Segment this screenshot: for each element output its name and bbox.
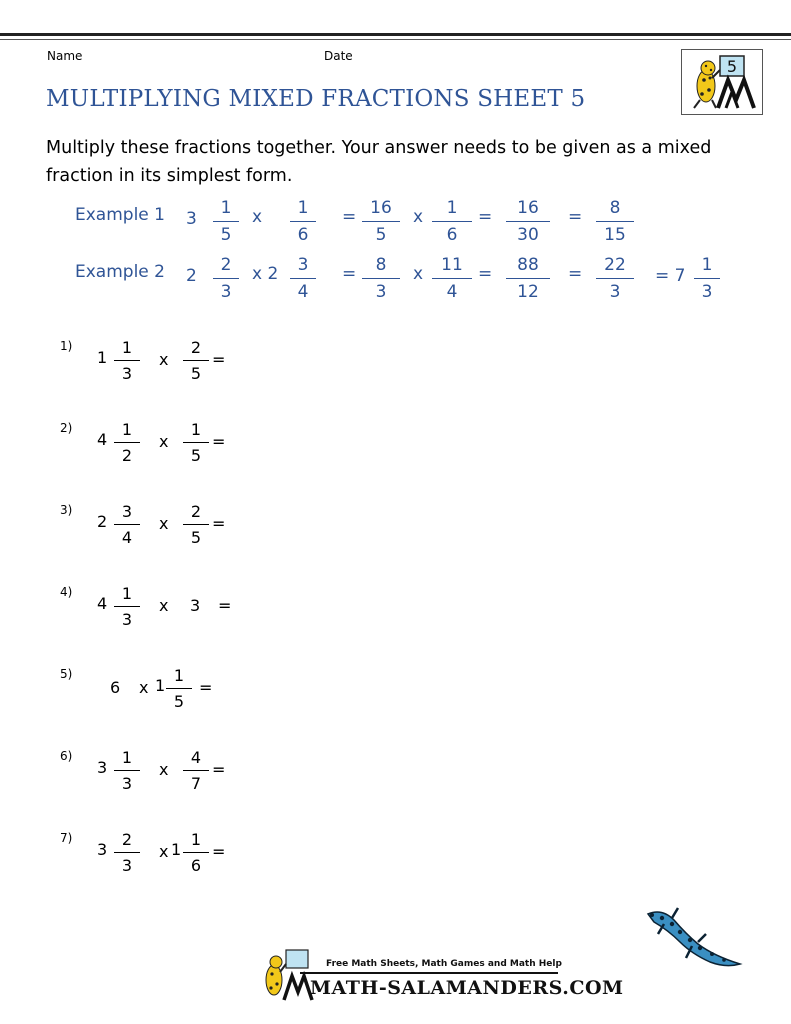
question-whole-1: 4: [97, 594, 108, 613]
question-fraction-2: [183, 750, 209, 792]
example-equals-3: =: [568, 264, 583, 284]
question-number: 5): [60, 667, 73, 681]
question-fraction-1: [114, 586, 140, 628]
salamander-logo-icon: [682, 50, 762, 114]
question-fraction-1: [114, 422, 140, 464]
question-fraction-2: [183, 340, 209, 382]
example-fraction-2-numerator: 3: [297, 255, 309, 275]
example-fraction-4-denominator: 4: [446, 282, 458, 302]
question-equals: =: [212, 432, 226, 451]
example-fraction-5: [506, 257, 550, 301]
salamander-icon: [640, 904, 750, 976]
question-whole-2: 1: [155, 676, 166, 695]
name-label: Name: [47, 49, 83, 63]
question-fraction-2: [183, 422, 209, 464]
question-fraction-1-denominator: 4: [121, 528, 133, 547]
question-operator: x: [159, 760, 169, 779]
page-title: MULTIPLYING MIXED FRACTIONS SHEET 5: [46, 86, 586, 112]
question-row: [0, 830, 791, 890]
question-fraction-2-numerator: 2: [190, 502, 202, 521]
example-fraction-3: [362, 257, 400, 301]
question-fraction-2-numerator: 1: [173, 666, 185, 685]
instructions: Multiply these fractions together. Your answer needs to be given as a mixed fraction in its simplest form.: [46, 138, 712, 186]
example-fraction-2: [290, 200, 316, 244]
example-fraction-1: [213, 200, 239, 244]
question-fraction-1: [114, 750, 140, 792]
example-fraction-3-denominator: 5: [375, 225, 387, 245]
question-fraction-2: [183, 504, 209, 546]
example-fraction-4-denominator: 6: [446, 225, 458, 245]
example-operator: x: [252, 207, 263, 227]
question-fraction-2-numerator: 1: [190, 420, 202, 439]
question-whole-1: 3: [97, 758, 108, 777]
question-equals: =: [218, 596, 232, 615]
question-fraction-2-denominator: 6: [190, 856, 202, 875]
top-rule: [0, 33, 791, 36]
question-whole-1: 6: [110, 678, 121, 697]
question-fraction-1-numerator: 1: [121, 748, 133, 767]
example-fraction-2: [290, 257, 316, 301]
example-fraction-6-denominator: 15: [604, 225, 626, 245]
example-whole-1: 3: [186, 209, 197, 229]
question-fraction-2-denominator: 7: [190, 774, 202, 793]
footer-brand: MATH-SALAMANDERS.COM: [310, 977, 624, 999]
question-fraction-1-denominator: 3: [121, 774, 133, 793]
question-row: [0, 338, 791, 398]
example-fraction-3-numerator: 16: [370, 198, 392, 218]
question-row: [0, 420, 791, 480]
example-fraction-1-numerator: 1: [220, 198, 232, 218]
question-fraction-2-numerator: 1: [190, 830, 202, 849]
example-fraction-7-denominator: 3: [701, 282, 713, 302]
question-operator: x: [159, 596, 169, 615]
question-row: [0, 748, 791, 808]
example-fraction-4-numerator: 11: [441, 255, 463, 275]
example-operator-2: x: [413, 264, 424, 284]
question-whole-1: 3: [97, 840, 108, 859]
example-equals-2: =: [478, 264, 493, 284]
example-fraction-1-numerator: 2: [220, 255, 232, 275]
example-equals-1: =: [342, 207, 357, 227]
footer-rule: [300, 972, 558, 974]
question-fraction-1-numerator: 1: [121, 338, 133, 357]
question-equals: =: [212, 514, 226, 533]
question-fraction-2-denominator: 5: [190, 528, 202, 547]
question-equals: =: [212, 350, 226, 369]
example-fraction-5-numerator: 88: [517, 255, 539, 275]
example-fraction-7-numerator: 1: [701, 255, 713, 275]
example-row: [0, 200, 791, 250]
example-fraction-3-denominator: 3: [375, 282, 387, 302]
question-fraction-1-denominator: 3: [121, 364, 133, 383]
question-operator: x: [159, 842, 169, 861]
question-fraction-1-numerator: 3: [121, 502, 133, 521]
question-operator: x: [159, 350, 169, 369]
example-whole-1: 2: [186, 266, 197, 286]
question-fraction-1: [114, 832, 140, 874]
question-whole-1: 1: [97, 348, 108, 367]
question-number: 4): [60, 585, 73, 599]
question-operator: x: [159, 514, 169, 533]
question-fraction-2-denominator: 5: [190, 446, 202, 465]
example-equals-1: =: [342, 264, 357, 284]
example-equals-2: =: [478, 207, 493, 227]
example-fraction-6-numerator: 8: [609, 198, 621, 218]
question-fraction-2: [166, 668, 192, 710]
question-whole-1: 4: [97, 430, 108, 449]
example-fraction-5-numerator: 16: [517, 198, 539, 218]
question-fraction-1-numerator: 1: [121, 584, 133, 603]
example-final-whole: = 7: [655, 266, 686, 286]
sheet-logo: [681, 49, 763, 115]
logo-number: 5: [726, 57, 738, 76]
example-fraction-2-denominator: 4: [297, 282, 309, 302]
salamander-illustration: [640, 904, 750, 980]
example-fraction-6: [596, 200, 634, 244]
example-fraction-5-denominator: 12: [517, 282, 539, 302]
question-whole-1: 2: [97, 512, 108, 531]
example-fraction-4: [432, 200, 472, 244]
question-operator: x: [139, 678, 149, 697]
question-row: [0, 502, 791, 562]
example-fraction-1-denominator: 3: [220, 282, 232, 302]
question-equals: =: [199, 678, 213, 697]
question-whole-2: 3: [190, 596, 201, 615]
question-fraction-1-denominator: 2: [121, 446, 133, 465]
example-label: Example 1: [75, 205, 165, 225]
example-fraction-2-numerator: 1: [297, 198, 309, 218]
question-fraction-1-denominator: 3: [121, 856, 133, 875]
top-rule-thin: [0, 39, 791, 40]
question-number: 6): [60, 749, 73, 763]
question-fraction-2-denominator: 5: [190, 364, 202, 383]
example-fraction-6-denominator: 3: [609, 282, 621, 302]
question-row: [0, 666, 791, 726]
question-fraction-1-numerator: 1: [121, 420, 133, 439]
example-fraction-3-numerator: 8: [375, 255, 387, 275]
example-fraction-6-numerator: 22: [604, 255, 626, 275]
question-fraction-1: [114, 504, 140, 546]
question-whole-2: 1: [171, 840, 182, 859]
example-fraction-7: [694, 257, 720, 301]
example-fraction-6: [596, 257, 634, 301]
question-equals: =: [212, 760, 226, 779]
question-row: [0, 584, 791, 644]
example-row: [0, 257, 791, 307]
question-fraction-1: [114, 340, 140, 382]
example-fraction-4-numerator: 1: [446, 198, 458, 218]
example-fraction-2-denominator: 6: [297, 225, 309, 245]
example-fraction-1: [213, 257, 239, 301]
example-operator: x 2: [252, 264, 279, 284]
example-label: Example 2: [75, 262, 165, 282]
question-number: 7): [60, 831, 73, 845]
salamander-logo-icon: [258, 946, 314, 1002]
question-fraction-2: [183, 832, 209, 874]
question-fraction-2-denominator: 5: [173, 692, 185, 711]
footer-tagline: Free Math Sheets, Math Games and Math Help: [326, 959, 562, 969]
question-equals: =: [212, 842, 226, 861]
question-number: 3): [60, 503, 73, 517]
date-label: Date: [324, 49, 353, 63]
question-number: 1): [60, 339, 73, 353]
example-fraction-5: [506, 200, 550, 244]
example-fraction-4: [432, 257, 472, 301]
footer-logo: [258, 946, 314, 1006]
example-fraction-3: [362, 200, 400, 244]
question-fraction-1-numerator: 2: [121, 830, 133, 849]
example-fraction-5-denominator: 30: [517, 225, 539, 245]
question-operator: x: [159, 432, 169, 451]
example-operator-2: x: [413, 207, 424, 227]
question-fraction-1-denominator: 3: [121, 610, 133, 629]
example-equals-3: =: [568, 207, 583, 227]
example-fraction-1-denominator: 5: [220, 225, 232, 245]
question-fraction-2-numerator: 2: [190, 338, 202, 357]
question-fraction-2-numerator: 4: [190, 748, 202, 767]
question-number: 2): [60, 421, 73, 435]
